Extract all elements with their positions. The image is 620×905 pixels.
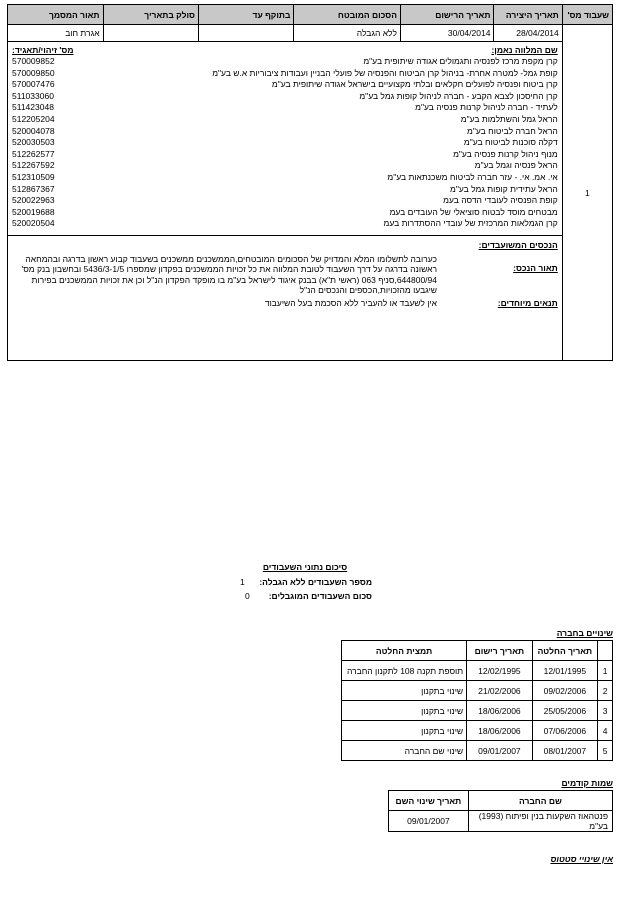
change-num: 3 [598, 701, 613, 721]
lender-row [8, 91, 562, 103]
previous-name-row [389, 811, 613, 832]
lenders-title: שם המלווה נאמן: [491, 45, 558, 55]
lender-name: דקלה סוכנות לביטוח בע"מ [463, 137, 558, 148]
lender-row [8, 56, 562, 68]
previous-company-name: פנטהאוז השקעות בנין ופיתוח (1993) בע"מ [468, 811, 612, 832]
asset-desc-row [12, 254, 558, 296]
header-valid-until: בתוקף עד [199, 5, 294, 25]
lender-row [8, 160, 562, 172]
lender-id: 512205204 [12, 113, 55, 124]
lender-name: אי. אמ. אי. - עזר חברה לביטוח משכנתאות בע"מ [387, 171, 558, 182]
creation-date-value: 28/04/2014 [494, 25, 562, 42]
pledge-details-row [8, 42, 613, 361]
change-decision-date: 09/02/2006 [532, 681, 597, 701]
status-note: אין שינויי סטטוס [550, 854, 613, 864]
header-registration-date: תאריך הרישום [400, 5, 493, 25]
change-registration-date: 21/02/2006 [467, 681, 532, 701]
lender-name: מנוף ניהול קרנות פנסיה בע"מ [453, 148, 558, 159]
lender-id: 520019688 [12, 206, 55, 217]
lender-id: 511423048 [12, 102, 54, 113]
lenders-list [8, 56, 562, 230]
changes-row [342, 721, 613, 741]
pledges-header-row [8, 5, 613, 25]
asset-desc-text: כערובה לתשלומו המלא והמדויק של הסכומים המובטחים,הממשכנים ממשכנים בשעבוד קבוע ראשון בדרגה ובהמחאה ראשונה בדרגה על דרך השעבוד לטובת המלווה את כל זכויות הממשכנים בפקדון שמספרו 5436/3-1/5 ובחשבון בנק מס' 644800/94,סניף 063 (ראשי ת"א) בבנק איגוד לישראל בע"מ בו מופקד הפקדון הנ"ל וכן את זכויות הממשכנים בפירות שיגבעו מהזכויות,הכספים והנכסים הנ"ל [21, 253, 437, 296]
collateral-title: הנכסים המשועבדים: [478, 239, 558, 250]
change-registration-date: 18/06/2006 [467, 721, 532, 741]
change-summary: תוספת תקנה 108 לתקנון החברה [342, 661, 467, 681]
lender-row [8, 68, 562, 80]
header-document-desc: תאור המסמך [8, 5, 104, 25]
changes-row [342, 701, 613, 721]
lender-id: 520030503 [12, 137, 55, 148]
lender-name: הראל פנסיה וגמל בע"מ [474, 160, 558, 171]
lender-row [8, 207, 562, 219]
lender-id: 511033060 [12, 90, 54, 101]
changes-table [341, 640, 613, 761]
pledges-table [7, 4, 613, 361]
changes-row [342, 661, 613, 681]
lender-id: 570009852 [12, 56, 55, 66]
previous-names-header-row [389, 791, 613, 811]
lender-id: 570009850 [12, 67, 55, 78]
special-terms-text: אין לשעבד או להעביר ללא הסכמת בעל השיעבוד [264, 297, 437, 308]
change-decision-date: 07/06/2006 [532, 721, 597, 741]
change-registration-date: 18/06/2006 [467, 701, 532, 721]
change-decision-date: 25/05/2006 [532, 701, 597, 721]
change-num: 4 [598, 721, 613, 741]
lenders-id-title: מס' זיהוי/תאגיד: [12, 45, 74, 55]
change-summary: שינוי בתקנון [342, 701, 467, 721]
summary-limited-row [245, 591, 372, 601]
lender-name: קרן מקפת מרכז לפנסיה ותגמולים אגודה שיתופית בע"מ [363, 56, 558, 66]
lender-id: 520004078 [12, 125, 55, 136]
lender-row [8, 126, 562, 138]
change-decision-date: 12/01/1995 [532, 661, 597, 681]
lender-id: 512262577 [12, 148, 55, 159]
header-creation-date: תאריך היצירה [494, 5, 562, 25]
change-decision-date: 08/01/2007 [532, 741, 597, 761]
summary-section [250, 562, 360, 572]
lender-name: קופת גמל- למטרה אחרת- בניהול קרן הביטוח והפנסיה של פועלי הבניין ועבודות ציבוריות א.ש בע"מ [212, 67, 558, 78]
lender-name: קרן ביטוח ופנסיה לפועלים חקלאים ובלתי מקצועיים בישראל אגודה שיתופית בע"מ [271, 79, 558, 90]
change-num: 2 [598, 681, 613, 701]
changes-header-row [342, 641, 613, 661]
pledge-row [8, 25, 613, 42]
change-num: 1 [598, 661, 613, 681]
changes-row [342, 741, 613, 761]
special-terms-label: תנאים מיוחדים: [497, 297, 558, 308]
lender-id: 512310509 [12, 171, 55, 182]
summary-unlimited-label: מספר השעבודים ללא הגבלה: [259, 577, 372, 587]
previous-names-header-company: שם החברה [468, 791, 612, 811]
secured-amount-value: ללא הגבלה [294, 25, 401, 42]
special-terms-row [12, 298, 558, 308]
summary-unlimited-value: 1 [240, 577, 245, 587]
change-summary: שינוי שם החברה [342, 741, 467, 761]
changes-header-num [598, 641, 613, 661]
change-summary: שינוי בתקנון [342, 721, 467, 741]
lender-row [8, 102, 562, 114]
header-pledge-no: שעבוד מס' [562, 5, 612, 25]
changes-header-summary: תמצית החלטה [342, 641, 467, 661]
lender-name: קרן הגמלאות המרכזית של עובדי ההסתדרות בעמ [383, 218, 558, 229]
pledge-details-cell [8, 42, 563, 361]
header-secured-amount: הסכום המובטח [294, 5, 401, 25]
change-summary: שינוי בתקנון [342, 681, 467, 701]
cleared-on-value [103, 25, 198, 42]
lender-name: מבטחים מוסד לבטוח סוציאלי של העובדים בעמ [389, 206, 558, 217]
changes-header-registration-date: תאריך רישום [467, 641, 532, 661]
changes-body [342, 661, 613, 761]
previous-names-header-date: תאריך שינוי השם [389, 791, 469, 811]
collateral-section [8, 236, 562, 308]
lender-row [8, 195, 562, 207]
lender-id: 570007476 [12, 79, 55, 90]
previous-change-date: 09/01/2007 [389, 811, 469, 832]
changes-row [342, 681, 613, 701]
summary-limited-value: 0 [245, 591, 250, 601]
lender-name: קרן החיסכון לצבא הקבע - חברה לניהול קופות גמל בע"מ [359, 90, 558, 101]
lender-row [8, 172, 562, 184]
lender-name: הראל עתידית קופות גמל בע"מ [450, 183, 558, 194]
lender-row [8, 218, 562, 230]
asset-desc-label: תאור הנכס: [513, 262, 558, 273]
lender-row [8, 137, 562, 149]
lender-row [8, 79, 562, 91]
lender-id: 520022963 [12, 195, 55, 206]
lenders-header [8, 42, 562, 56]
changes-title: שינויים בחברה [556, 628, 613, 638]
lender-id: 520020504 [12, 218, 55, 229]
lender-row [8, 149, 562, 161]
summary-title: סיכום נתוני השעבודים [262, 562, 348, 572]
registration-date-value: 30/04/2014 [400, 25, 493, 42]
previous-names-title: שמות קודמים [561, 778, 613, 788]
pledge-number: 1 [562, 25, 612, 361]
change-registration-date: 12/02/1995 [467, 661, 532, 681]
document-desc-value: אגרת חוב [8, 25, 104, 42]
previous-names-body [389, 811, 613, 832]
lender-name: הראל גמל והשתלמות בע"מ [460, 113, 558, 124]
header-cleared-on: סולק בתאריך [103, 5, 198, 25]
valid-until-value [199, 25, 294, 42]
lender-name: קופת הפנסיה לעובדי הדסה בעמ [443, 195, 558, 206]
lender-row [8, 114, 562, 126]
lender-row [8, 184, 562, 196]
lender-id: 512867367 [12, 183, 55, 194]
lender-name: לעתיד - חברה לניהול קרנות פנסיה בע"מ [415, 102, 558, 113]
changes-header-decision-date: תאריך החלטה [532, 641, 597, 661]
summary-limited-label: סכום השעבודים המוגבלים: [268, 591, 372, 601]
summary-unlimited-row [240, 577, 372, 587]
change-registration-date: 09/01/2007 [467, 741, 532, 761]
lender-name: הראל חברה לביטוח בע"מ [467, 125, 558, 136]
lender-id: 512267592 [12, 160, 55, 171]
previous-names-table [388, 790, 613, 832]
change-num: 5 [598, 741, 613, 761]
